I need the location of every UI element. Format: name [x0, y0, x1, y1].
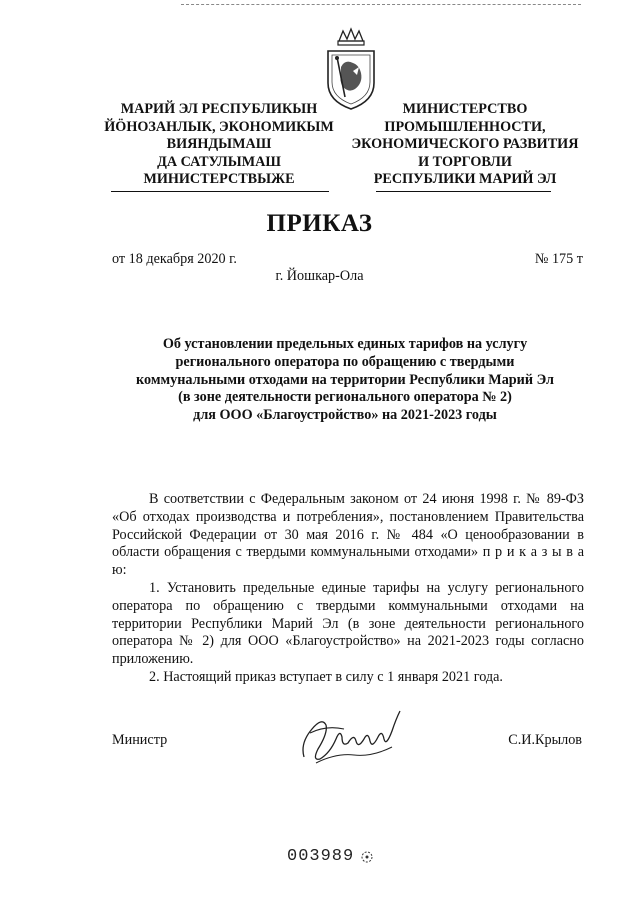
ministry-name-mari-line: ЙӦНОЗАНЛЫК, ЭКОНОМИКЫМ	[104, 118, 334, 135]
scan-edge-line	[181, 4, 581, 5]
subject-line: (в зоне деятельности регионального оператора № 2)	[178, 389, 512, 406]
document-subject	[110, 336, 580, 425]
subject-line: регионального оператора по обращению с твердыми	[175, 353, 515, 370]
document-city: г. Йошкар-Ола	[275, 268, 364, 284]
signer-name: С.И.Крылов	[508, 732, 582, 748]
document-type-title: ПРИКАЗ	[266, 210, 373, 237]
document-number: № 175 т	[534, 251, 583, 267]
header-underline-left	[111, 191, 329, 192]
ministry-name-mari-line: МИНИСТЕРСТВЫЖЕ	[143, 171, 295, 188]
order-item-1: 1. Установить предельные единые тарифы на услугу регионального оператора по обращению с твердыми коммунальными отходами на территории Республики Марий Эл (в зоне деятельности регионального оператора № 2) для ООО «Благоустройство» на 2021-2023 годы согласно приложению.	[112, 579, 584, 668]
asterisk-mark-icon	[360, 850, 374, 864]
subject-line: для ООО «Благоустройство» на 2021-2023 годы	[193, 407, 497, 424]
ministry-name-mari-line: ВИЯНДЫМАШ	[166, 136, 272, 153]
ministry-name-mari-line: МАРИЙ ЭЛ РЕСПУБЛИКЫН	[120, 101, 318, 117]
signer-position: Министр	[112, 732, 168, 748]
subject-line: коммунальными отходами на территории Республики Марий Эл	[136, 371, 554, 388]
handwritten-signature	[296, 703, 408, 769]
preamble-paragraph: В соответствии с Федеральным законом от 24 июня 1998 г. № 89-ФЗ «Об отходах производства и потребления», постановлением Правительства Российской Федерации от 30 мая 2016 г. № 484 «О ценообразовании в области обращения с твердыми коммунальными отходами» п р и к а з ы в а ю:	[112, 491, 584, 579]
order-item-2: 2. Настоящий приказ вступает в силу с 1 января 2021 года.	[149, 668, 503, 685]
ministry-name-russian	[345, 101, 585, 189]
ministry-name-russian-line: И ТОРГОВЛИ	[418, 153, 512, 170]
document-date: от 18 декабря 2020 г.	[112, 251, 237, 267]
ministry-name-russian-line: РЕСПУБЛИКИ МАРИЙ ЭЛ	[373, 171, 557, 188]
subject-line: Об установлении предельных единых тарифов на услугу	[162, 336, 528, 352]
ministry-name-russian-line: ПРОМЫШЛЕННОСТИ,	[384, 118, 546, 135]
ministry-name-mari	[95, 101, 343, 189]
coat-of-arms-icon	[323, 27, 379, 111]
ministry-name-russian-line: МИНИСТЕРСТВО	[402, 101, 528, 117]
ministry-name-russian-line: ЭКОНОМИЧЕСКОГО РАЗВИТИЯ	[351, 136, 579, 153]
serial-number: 003989	[287, 847, 355, 866]
document-body	[112, 491, 584, 687]
ministry-name-mari-line: ДА САТУЛЫМАШ	[157, 153, 281, 170]
header-underline-right	[376, 191, 551, 192]
